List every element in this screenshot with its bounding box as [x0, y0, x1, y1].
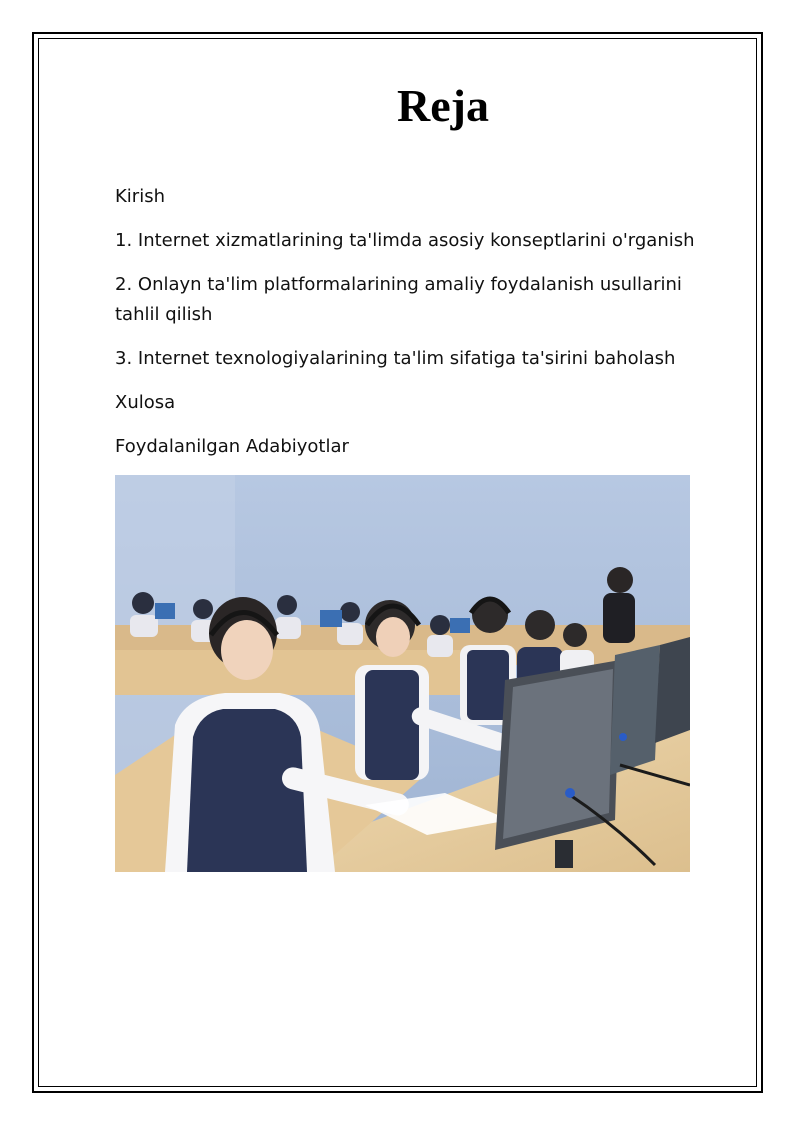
- plan-list: [115, 182, 720, 476]
- plan-item-2: 2. Onlayn ta'lim platformalarining amaliy foydalanish usullarini tahlil qilish: [115, 274, 682, 325]
- page-title: Reja: [397, 80, 489, 131]
- classroom-photo: [115, 475, 690, 872]
- plan-item-3: 3. Internet texnologiyalarining ta'lim sifatiga ta'sirini baholash: [115, 348, 676, 369]
- plan-item-references: Foydalanilgan Adabiyotlar: [115, 436, 349, 457]
- plan-item-introduction: Kirish: [115, 186, 165, 207]
- plan-item-1: 1. Internet xizmatlarining ta'limda asosiy konseptlarini o'rganish: [115, 230, 695, 251]
- plan-item-conclusion: Xulosa: [115, 392, 176, 413]
